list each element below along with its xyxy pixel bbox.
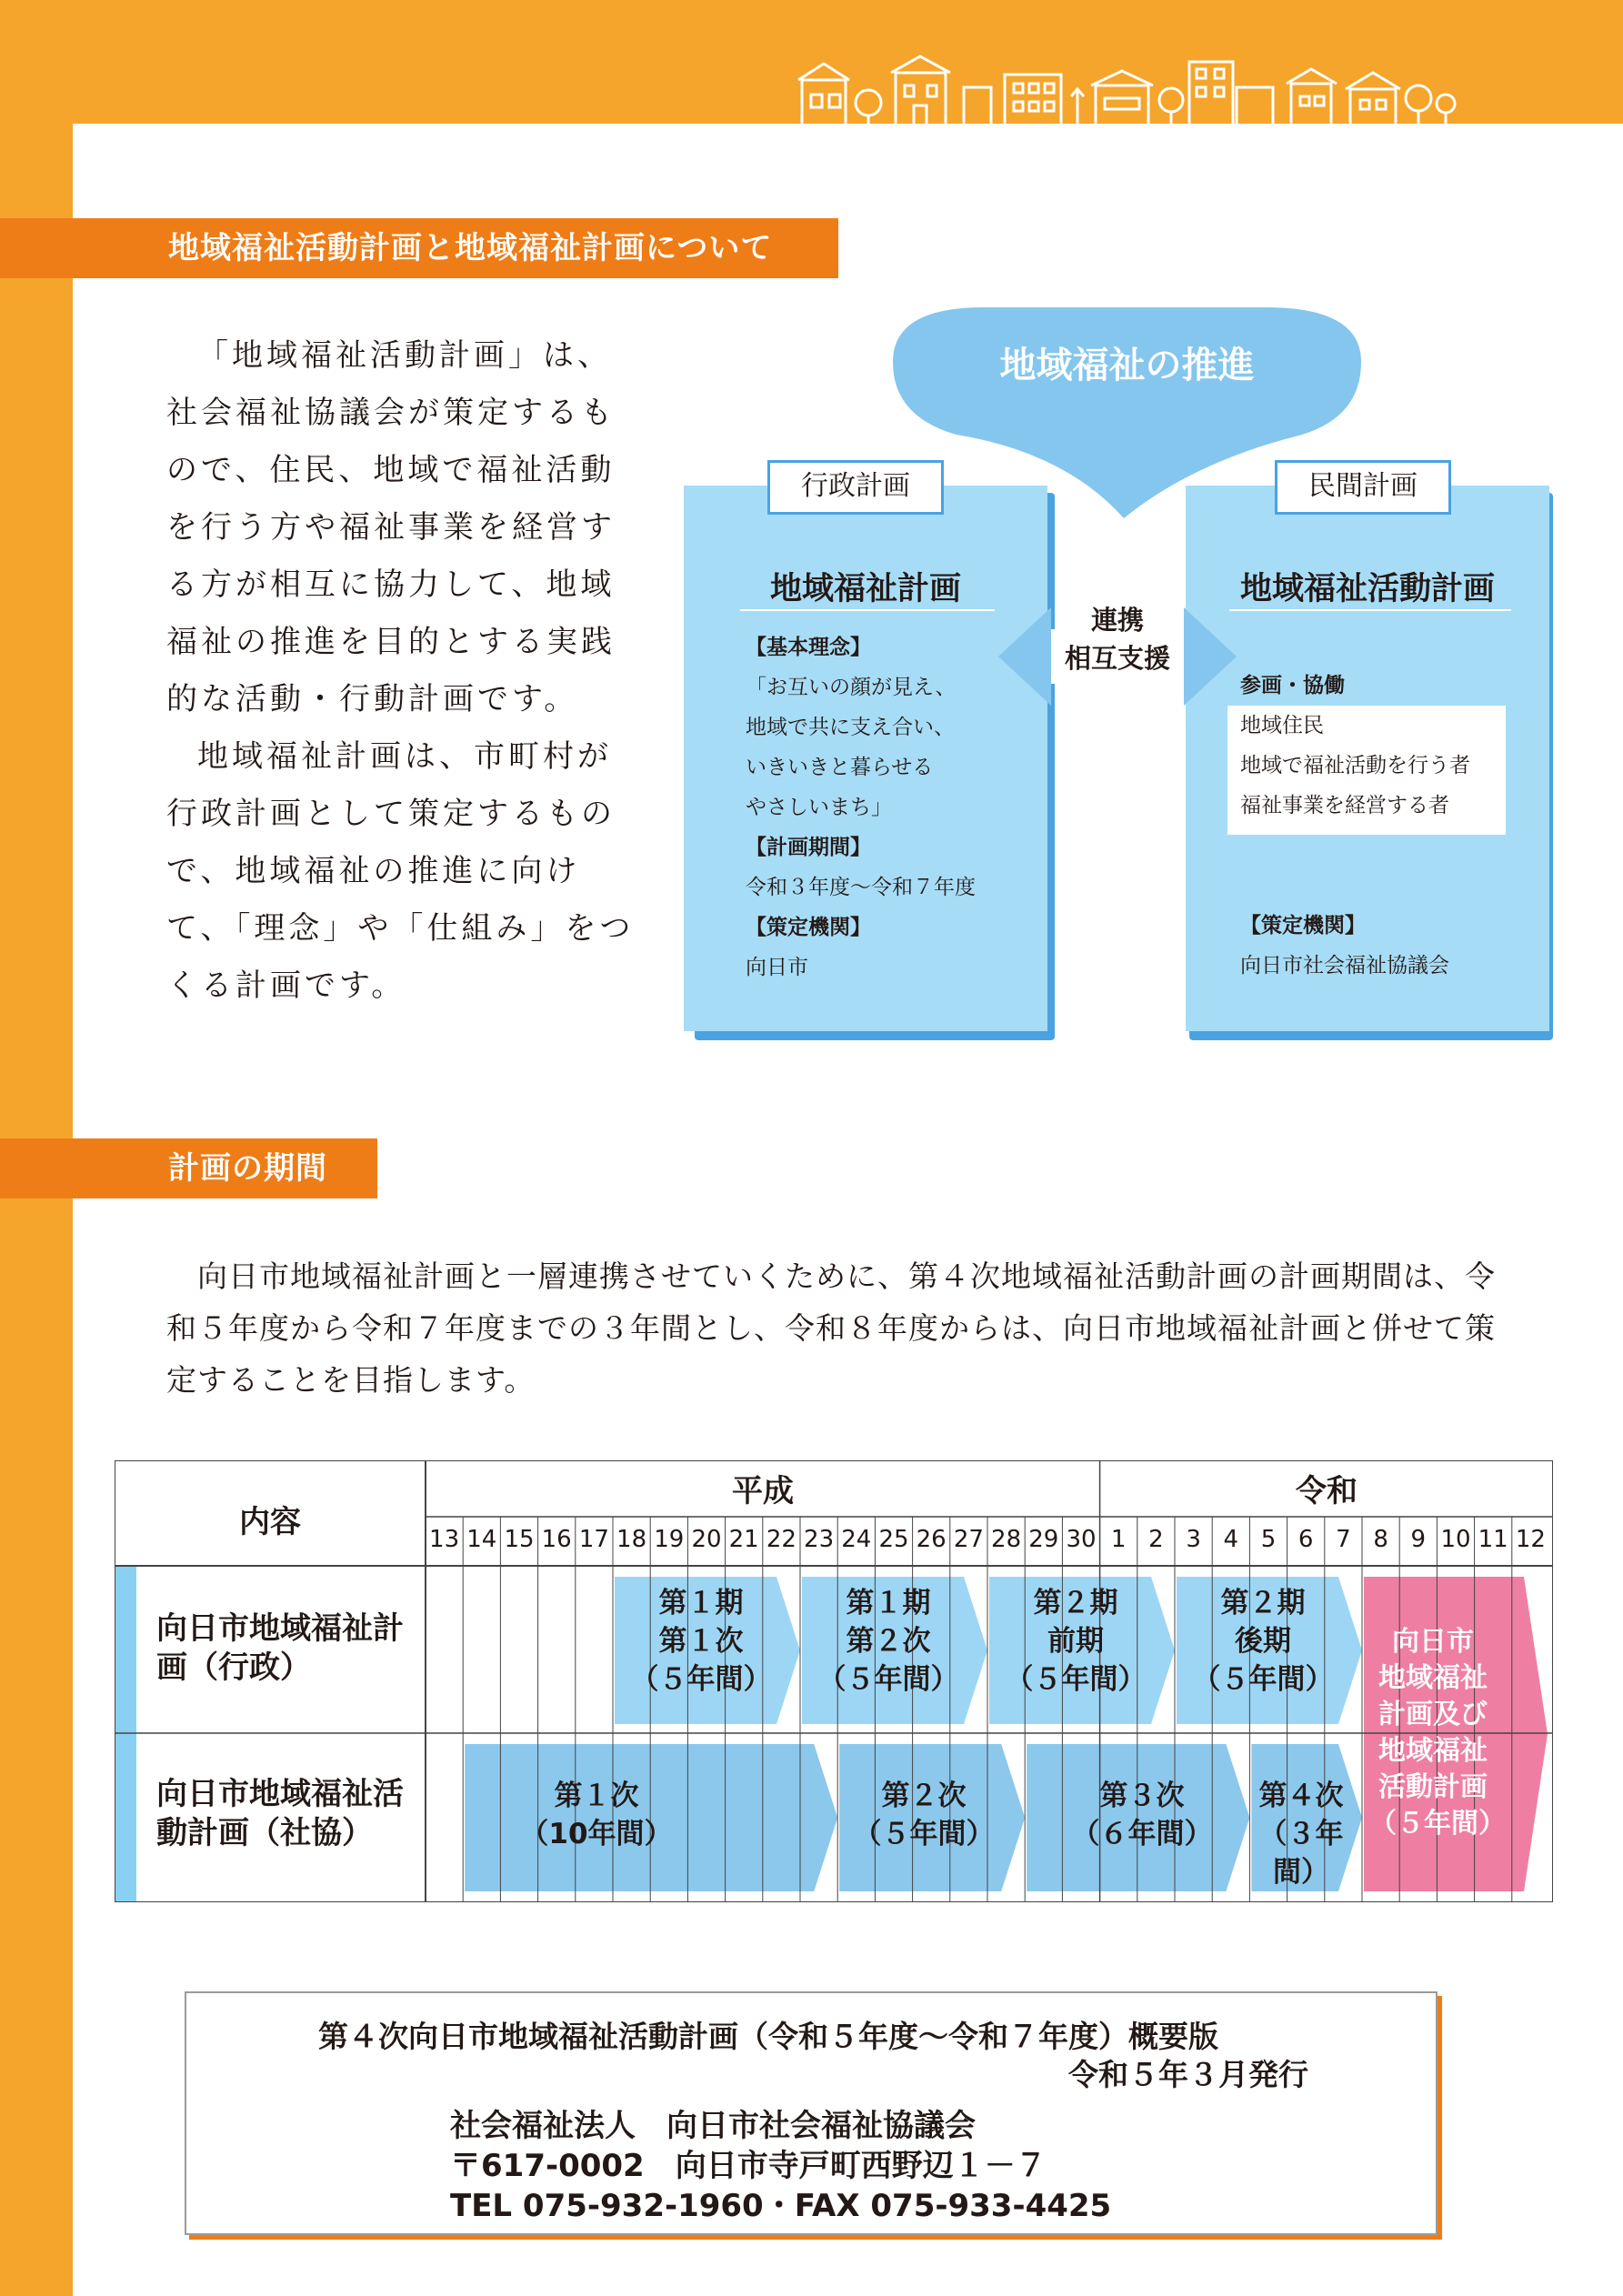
block-line: 地域福祉 [1378, 1735, 1488, 1767]
block-line: （５年間） [1192, 1663, 1334, 1696]
block-line: 第１期 [658, 1587, 744, 1619]
year-label: 29 [1028, 1526, 1059, 1553]
year-label: 13 [429, 1526, 460, 1553]
city-plan-block-2 [806, 1584, 970, 1699]
plan-relationship-diagram [684, 307, 1557, 1044]
block-line: 向日市 [1392, 1626, 1474, 1658]
left-detail-line: 地域で共に支え合い、 [746, 716, 955, 739]
year-label: 9 [1410, 1526, 1427, 1553]
council-plan-block-2 [842, 1777, 1006, 1853]
link-label: 連携 [1090, 605, 1144, 636]
intro-paragraph-2: 地域福祉計画は、市町村が行政計画として策定するもので、地域福祉の推進に向けて、「理念」や「仕組み」をつくる計画です。 [166, 738, 635, 1004]
townscape-illustration [782, 53, 1518, 127]
mutual-support-label: 相互支援 [1064, 643, 1170, 674]
council-plan-block-4 [1242, 1777, 1360, 1891]
content-header: 内容 [239, 1504, 301, 1540]
right-agency-label: 【策定機関】 [1240, 914, 1366, 937]
combined-plan-block [1369, 1624, 1506, 1842]
section-heading-about-plans: 地域福祉活動計画と地域福祉計画について [0, 218, 838, 278]
year-label: 18 [616, 1526, 647, 1553]
era-heisei-header: 平成 [732, 1473, 794, 1509]
section-heading-plan-period: 計画の期間 [0, 1138, 377, 1198]
period-text [166, 1250, 1512, 1406]
block-line: （６年間） [1071, 1818, 1213, 1850]
row-accent-bar [115, 1733, 136, 1902]
year-label: 23 [804, 1526, 835, 1553]
left-detail-line: いきいきと暮らせる [746, 756, 934, 779]
year-label: 7 [1336, 1526, 1351, 1553]
year-label: 3 [1186, 1526, 1201, 1553]
year-label: 22 [766, 1526, 796, 1553]
year-label: 2 [1148, 1526, 1164, 1553]
city-plan-block-1 [619, 1584, 783, 1699]
right-panel-title: 地域福祉活動計画 [1239, 571, 1495, 607]
block-line: 第２期 [1220, 1587, 1306, 1619]
block-line: （５年間） [1369, 1808, 1506, 1840]
year-label: 6 [1297, 1526, 1314, 1553]
block-line: 地域福祉 [1378, 1662, 1488, 1694]
left-detail-line: 【策定機関】 [746, 916, 871, 939]
right-panel-tab: 民間計画 [1275, 460, 1451, 515]
publication-date: 令和５年３月発行 [1068, 2057, 1308, 2092]
year-label: 14 [466, 1526, 497, 1553]
right-members [1240, 706, 1470, 826]
year-label: 27 [953, 1526, 984, 1553]
block-line: 第２期 [1033, 1587, 1118, 1619]
year-label: 16 [541, 1526, 572, 1553]
year-label: 19 [654, 1526, 685, 1553]
block-line: （５年間） [853, 1818, 995, 1850]
left-detail-line: やさしいまち」 [746, 796, 892, 819]
year-label: 17 [578, 1526, 609, 1553]
member-line: 福祉事業を経営する者 [1240, 794, 1449, 817]
year-label: 8 [1373, 1526, 1388, 1553]
year-label: 24 [841, 1526, 872, 1553]
era-reiwa-header: 令和 [1296, 1473, 1358, 1509]
block-line: 後期 [1235, 1625, 1291, 1658]
row-accent-bar [115, 1566, 136, 1733]
year-label: 30 [1066, 1526, 1097, 1553]
right-agency [1240, 906, 1449, 986]
year-label: 11 [1478, 1526, 1508, 1553]
block-line: 第１期 [846, 1587, 931, 1619]
left-detail-line: 「お互いの顔が見え、 [746, 676, 957, 699]
left-panel-rule [740, 609, 995, 611]
right-panel-rule [1229, 609, 1511, 611]
left-detail-line: 令和３年度～令和７年度 [746, 876, 976, 899]
publication-title: 第４次向日市地域福祉活動計画（令和５年度～令和７年度）概要版 [318, 2019, 1218, 2054]
left-panel-title: 地域福祉計画 [769, 571, 961, 607]
block-line: （５年間） [817, 1663, 959, 1696]
promotion-label: 地域福祉の推進 [999, 345, 1255, 386]
year-label: 4 [1223, 1526, 1239, 1553]
publisher-contact: TEL 075-932-1960・FAX 075-933-4425 [450, 2188, 1112, 2224]
year-label: 1 [1110, 1526, 1127, 1553]
member-line: 地域住民 [1240, 714, 1324, 737]
left-panel-tab: 行政計画 [767, 460, 944, 515]
year-label: 12 [1515, 1526, 1546, 1553]
year-label: 28 [991, 1526, 1022, 1553]
intro-paragraph-1: 「地域福祉活動計画」は、社会福祉協議会が策定するもので、住民、地域で福祉活動を行う方や福祉事業を経営する方が相互に協力して、地域福祉の推進を目的とする実践的な活動・行動計画です。 [166, 337, 616, 717]
council-plan-block-1 [478, 1777, 715, 1853]
block-line: 第１次 [554, 1780, 639, 1812]
year-label: 20 [691, 1526, 722, 1553]
year-label: 21 [728, 1526, 759, 1553]
block-line: 第１次 [658, 1625, 744, 1658]
year-label: 5 [1260, 1526, 1277, 1553]
right-participation: 参画・協働 [1240, 674, 1345, 697]
block-line: 第４次 [1258, 1780, 1344, 1812]
block-line: 第３次 [1099, 1780, 1185, 1812]
year-label: 15 [504, 1526, 535, 1553]
year-label: 26 [916, 1526, 947, 1553]
block-line: （10年間） [520, 1818, 673, 1850]
block-line: （５年間） [630, 1663, 772, 1696]
publisher-address: 〒617-0002 向日市寺戸町西野辺１－７ [450, 2148, 1047, 2184]
block-line: 計画及び [1378, 1699, 1488, 1730]
block-line: 前期 [1047, 1625, 1104, 1658]
council-plan-block-3 [1051, 1777, 1233, 1853]
left-detail-line: 向日市 [746, 956, 808, 979]
publication-info-box [185, 1991, 1438, 2235]
year-label: 10 [1440, 1526, 1471, 1553]
row-label-city-plan: 向日市地域福祉計画（行政） [156, 1610, 404, 1686]
city-plan-block-4 [1181, 1584, 1345, 1699]
left-detail-line: 【基本理念】 [746, 636, 871, 659]
block-line: （３年間） [1258, 1818, 1344, 1889]
left-panel-details [746, 627, 976, 988]
publisher-name: 社会福祉法人 向日市社会福祉協議会 [450, 2108, 976, 2144]
city-plan-block-3 [994, 1584, 1157, 1699]
block-line: 活動計画 [1378, 1771, 1488, 1803]
year-label: 25 [878, 1526, 909, 1553]
row-label-council-plan: 向日市地域福祉活動計画（社協） [156, 1776, 404, 1851]
block-line: 第２次 [881, 1780, 967, 1812]
block-line: 第２次 [846, 1625, 931, 1658]
member-line: 地域で福祉活動を行う者 [1240, 754, 1470, 777]
left-detail-line: 【計画期間】 [746, 836, 871, 859]
plan-timeline-table [115, 1460, 1553, 1902]
period-paragraph: 向日市地域福祉計画と一層連携させていくために、第４次地域福祉活動計画の計画期間は、令和５年度から令和７年度までの３年間とし、令和８年度からは、向日市地域福祉計画と併せて策定することを目指します。 [166, 1258, 1496, 1398]
intro-text [166, 327, 641, 1015]
right-agency-name: 向日市社会福祉協議会 [1240, 954, 1449, 978]
block-line: （５年間） [1005, 1663, 1147, 1696]
